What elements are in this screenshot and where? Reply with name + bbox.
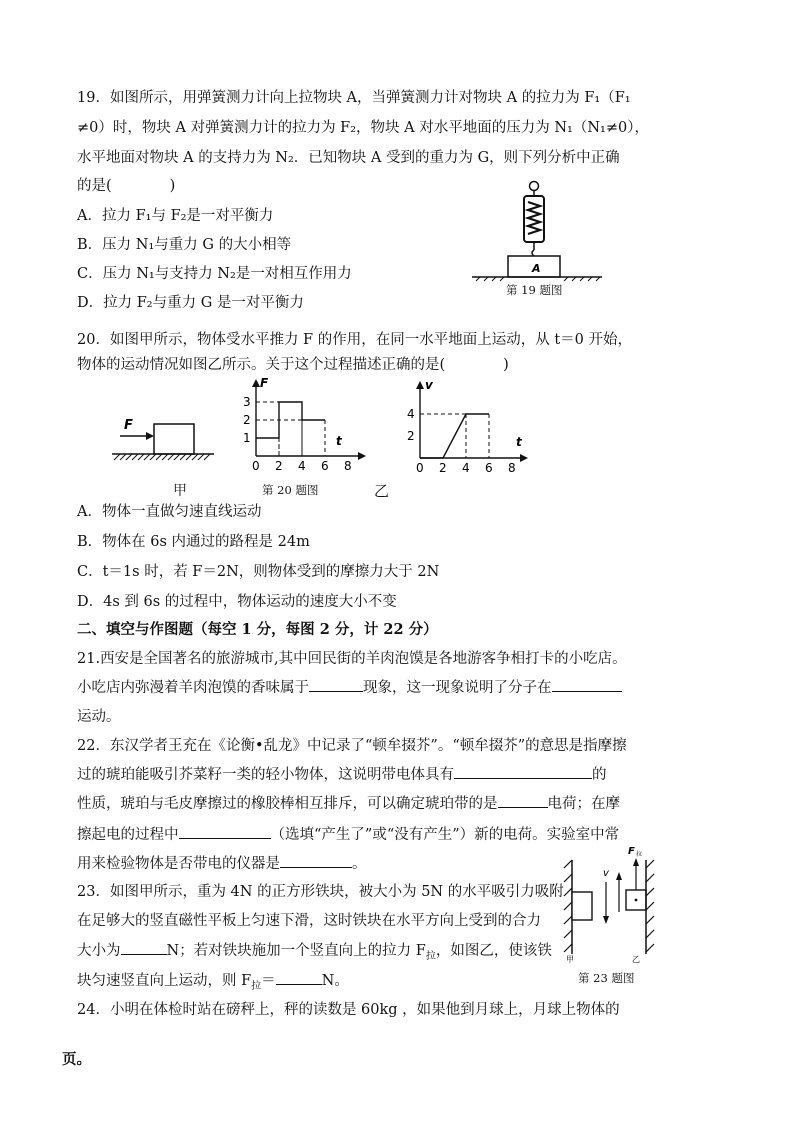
q19-caption: 第 19 题图 <box>506 283 563 297</box>
q20-figure-jia <box>108 412 220 468</box>
q19-line4: 的是( ) <box>77 178 176 194</box>
q23-subscript-la-2: 拉 <box>251 980 262 992</box>
q20-option-b: B．物体在 6s 内通过的路程是 24m <box>77 534 310 550</box>
section-title: 二、填空与作图题（每空 1 分，每图 2 分，计 22 分） <box>77 621 438 638</box>
q23-subscript-la: 拉 <box>425 950 436 962</box>
q22-line5 <box>77 853 367 874</box>
q20-label-yi: 乙 <box>374 482 390 500</box>
q22-blank-1[interactable] <box>454 764 592 779</box>
q21-text-b: 现象，这一现象说明了分子在 <box>363 680 552 696</box>
q23-fig-f: F <box>628 846 635 857</box>
ft-ytick-3: 3 <box>243 395 251 409</box>
ft-xtick-0: 0 <box>252 459 260 473</box>
vt-y-arrow <box>416 381 424 389</box>
q22-line3 <box>77 793 620 814</box>
q21-line1: 21.西安是全国著名的旅游城市,其中回民街的羊肉泡馍是各地游客争相打卡的小吃店。 <box>77 651 627 667</box>
q23-line4 <box>77 970 349 997</box>
vt-ytick-2: 2 <box>407 429 415 443</box>
ft-x-arrow <box>358 452 366 460</box>
ft-y-arrow <box>252 379 260 387</box>
q23-fig-v: v <box>603 868 609 879</box>
vt-x-arrow <box>520 454 528 462</box>
q23-line2: 在足够大的竖直磁性平板上匀速下滑，这时铁块在水平方向上受到的合力 <box>77 913 541 929</box>
q22-line4 <box>77 824 619 845</box>
q19-line3: 水平地面对物块 A 的支持力为 N₂．已知物块 A 受到的重力为 G，则下列分析中正确 <box>77 150 620 166</box>
q20-line1: 20．如图甲所示，物体受水平推力 F 的作用，在同一水平地面上运动，从 t＝0 开始， <box>77 332 632 348</box>
q22-text-2b: 的 <box>592 767 607 783</box>
q22-blank-2[interactable] <box>498 793 548 808</box>
q22-text-5a: 用来检验物体是否带电的仪器是 <box>77 856 280 872</box>
q20-line2: 物体的运动情况如图乙所示。关于这个过程描述正确的是( ) <box>77 357 509 373</box>
q23-fig-f-sub: 拉 <box>636 851 643 858</box>
ft-ytick-2: 2 <box>243 413 251 427</box>
q23-text-4b: ＝ <box>261 973 276 989</box>
q23-line3 <box>77 940 552 967</box>
q22-text-4a: 擦起电的过程中 <box>77 827 179 843</box>
vt-x-label: t <box>516 435 522 449</box>
q20-option-d: D．4s 到 6s 的过程中，物体运动的速度大小不变 <box>77 594 397 610</box>
q24-line1: 24．小明在体检时站在磅秤上，秤的读数是 60kg ，如果他到月球上，月球上物体的 <box>77 1002 620 1018</box>
vt-y-label: v <box>425 378 433 392</box>
vt-xtick-4: 4 <box>462 461 470 474</box>
q22-text-3a: 性质，琥珀与毛皮摩擦过的橡胶棒相互排斥，可以确定琥珀带的是 <box>77 796 498 812</box>
q23-text-4c: N。 <box>321 973 349 989</box>
vt-ytick-4: 4 <box>407 407 415 421</box>
q23-text-3b: N；若对铁块施加一个竖直向上的拉力 F <box>166 943 426 959</box>
ft-ytick-1: 1 <box>243 431 251 445</box>
q20-label-jia: 甲 <box>173 483 187 499</box>
vt-xtick-0: 0 <box>416 461 424 474</box>
vt-xtick-6: 6 <box>485 461 493 474</box>
q22-line1: 22．东汉学者王充在《论衡•乱龙》中记录了“顿牟掇芥”。“顿牟掇芥”的意思是指摩擦 <box>77 738 627 754</box>
vt-xtick-2: 2 <box>439 461 447 474</box>
q22-text-4b: （选填“产生了”或“没有产生”）新的电荷。实验室中常 <box>270 827 620 843</box>
vt-xtick-8: 8 <box>508 461 516 474</box>
q19-option-d: D．拉力 F₂与重力 G 是一对平衡力 <box>77 295 304 311</box>
q22-line2 <box>77 764 607 785</box>
q20-chart-velocity-time <box>398 376 532 474</box>
q23-blank-1[interactable] <box>121 940 167 955</box>
q21-line2 <box>77 677 622 698</box>
q23-line1: 23．如图甲所示，重为 4N 的正方形铁块，被大小为 5N 的水平吸引力吸附 <box>77 884 564 900</box>
q21-line3: 运动。 <box>77 709 121 725</box>
q21-blank-1[interactable] <box>309 677 363 692</box>
q23-caption: 第 23 题图 <box>578 971 635 985</box>
q21-text-a: 小吃店内弥漫着羊肉泡馍的香味属于 <box>77 680 309 696</box>
vt-series-line <box>420 414 489 458</box>
q19-figure <box>462 176 612 282</box>
q19-line1: 19．如图所示，用弹簧测力计向上拉物块 A，当弹簧测力计对物块 A 的拉力为 F₁（F₁ <box>77 90 631 106</box>
q22-text-2a: 过的琥珀能吸引芥菜籽一类的轻小物体，这说明带电体具有 <box>77 767 454 783</box>
q22-blank-3[interactable] <box>179 824 271 839</box>
ft-y-label: F <box>260 376 269 390</box>
q23-text-4a: 块匀速竖直向上运动，则 F <box>77 973 252 989</box>
q21-blank-2[interactable] <box>552 677 622 692</box>
q19-block-label: A <box>532 262 541 275</box>
q23-fig-jia: 甲 <box>566 955 574 964</box>
ft-xtick-2: 2 <box>275 459 283 473</box>
q22-text-3b: 电荷；在摩 <box>547 796 620 812</box>
q20-option-c: C．t＝1s 时，若 F＝2N，则物体受到的摩擦力大于 2N <box>77 564 440 580</box>
ft-xtick-8: 8 <box>344 459 352 473</box>
ft-x-label: t <box>336 434 342 448</box>
q23-figure <box>556 842 666 966</box>
ft-xtick-6: 6 <box>321 459 329 473</box>
q19-line2: ≠0）时，物块 A 对弹簧测力计的拉力为 F₂，物块 A 对水平地面的压力为 N₁（N₁≠0）， <box>77 120 649 136</box>
ft-xtick-4: 4 <box>298 459 306 473</box>
q20-force-label: F <box>124 418 133 433</box>
q23-text-3c: ，如图乙，使该铁 <box>435 943 552 959</box>
q20-chart-force-time <box>226 374 368 474</box>
q19-option-c: C．压力 N₁与支持力 N₂是一对相互作用力 <box>77 266 352 282</box>
footer-text: 页。 <box>62 1051 91 1068</box>
q23-text-3a: 大小为 <box>77 943 121 959</box>
q23-fig-yi: 乙 <box>632 955 640 964</box>
q19-option-b: B．压力 N₁与重力 G 的大小相等 <box>77 237 292 253</box>
q19-option-a: A．拉力 F₁与 F₂是一对平衡力 <box>77 208 274 224</box>
q20-option-a: A．物体一直做匀速直线运动 <box>77 504 262 520</box>
q20-caption: 第 20 题图 <box>262 483 319 497</box>
q22-text-5b: 。 <box>352 856 367 872</box>
q22-blank-4[interactable] <box>280 853 352 868</box>
q23-blank-2[interactable] <box>276 970 322 985</box>
